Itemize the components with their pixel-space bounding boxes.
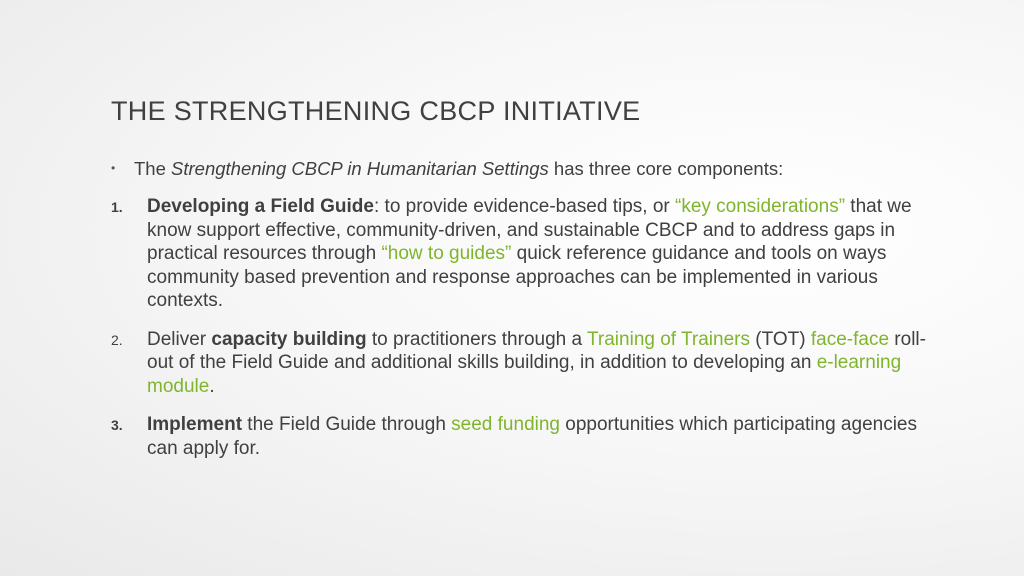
item-text: (TOT) — [750, 328, 811, 350]
list-number: 1. — [111, 199, 123, 215]
item-text: Deliver — [147, 328, 212, 350]
item-text: : to provide evidence-based tips, or — [373, 196, 675, 217]
list-item-field-guide — [111, 195, 931, 313]
list-item-implement — [111, 413, 931, 460]
highlight-how-to-guides: “how to guides” — [381, 243, 512, 264]
item-text: the Field Guide through — [242, 414, 452, 435]
item-heading: Developing a Field Guide — [147, 196, 374, 217]
list-item-capacity-building — [111, 328, 931, 399]
slide-title: THE STRENGTHENING CBCP INITIATIVE — [111, 96, 641, 126]
item-text: quick reference guidance and tools on ways community based prevention and response approaches can be implemented in various contexts. — [147, 243, 887, 311]
intro-text-post: has three core components: — [548, 158, 784, 179]
intro-text-emphasis: Strengthening CBCP in Humanitarian Settings — [171, 158, 549, 179]
item-text: roll-out of the Field Guide and additional skills building, in addition to developing an — [147, 328, 926, 373]
item-heading: capacity building — [211, 328, 367, 350]
item-text: that we know support effective, community-driven, and sustainable CBCP and to address gaps in practical resources through — [147, 196, 912, 264]
highlight-face-face: face-face — [810, 328, 890, 350]
item-heading: Implement — [147, 414, 243, 435]
bullet-icon: • — [111, 161, 116, 175]
highlight-e-learning-module: e-learning module — [147, 352, 902, 397]
highlight-seed-funding: seed funding — [451, 414, 560, 435]
slide-content — [111, 157, 931, 460]
highlight-training-of-trainers: Training of Trainers — [587, 328, 750, 350]
list-number: 2. — [111, 331, 123, 348]
list-number: 3. — [111, 417, 123, 433]
item-text: opportunities which participating agencies can apply for. — [147, 414, 917, 459]
item-text: . — [209, 375, 215, 397]
intro-text-pre: The — [134, 158, 172, 179]
intro-bullet — [111, 157, 931, 180]
item-text: to practitioners through a — [366, 328, 588, 350]
highlight-key-considerations: “key considerations” — [675, 196, 846, 217]
